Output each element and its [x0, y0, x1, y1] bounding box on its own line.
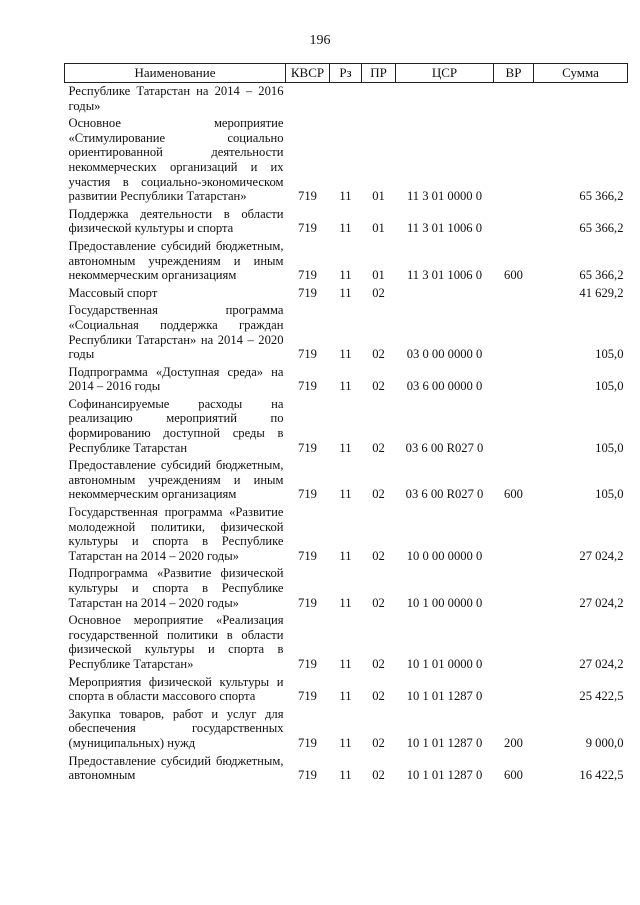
- row-name: Государственная программа «Развитие молодежной политики, физической культуры и спорта в Республике Татарстан на 2014 – 2020 годы»: [68, 505, 284, 563]
- row-sum: 25 422,5: [579, 689, 624, 704]
- row-vr: 600: [504, 487, 523, 502]
- row-name: Софинансируемые расходы на реализацию мероприятий по формированию доступной среды в Республике Татарстан: [68, 396, 284, 455]
- row-vr: [494, 612, 534, 673]
- row-name: Массовый спорт: [68, 285, 158, 300]
- row-kvsr: 719: [298, 189, 317, 204]
- row-csr: 10 1 01 0000 0: [406, 656, 483, 671]
- row-pr: 02: [372, 548, 385, 563]
- table-row: [65, 674, 628, 706]
- row-rz: 11: [339, 548, 352, 563]
- table-row: [65, 565, 628, 612]
- row-rz: 11: [339, 689, 352, 704]
- row-name: Подпрограмма «Развитие физической культуры и спорта в Республике Татарстан на 2014 – 2020 годы»: [68, 566, 284, 610]
- row-csr: 03 6 00 0000 0: [406, 379, 483, 394]
- row-kvsr: 719: [298, 285, 317, 300]
- row-csr: 03 6 00 R027 0: [405, 440, 484, 455]
- row-vr: [494, 674, 534, 706]
- header-csr: ЦСР: [396, 64, 494, 83]
- table-row: [65, 753, 628, 785]
- row-rz: 11: [339, 221, 352, 236]
- row-rz: [330, 83, 362, 116]
- row-csr: 11 3 01 1006 0: [406, 221, 483, 236]
- row-pr: 01: [372, 268, 385, 283]
- row-csr: 10 1 00 0000 0: [406, 595, 483, 610]
- header-vr: ВР: [494, 64, 534, 83]
- row-name: Государственная программа «Социальная поддержка граждан Республики Татарстан» на 2014 – 2020 годы: [68, 303, 284, 362]
- row-pr: 02: [372, 347, 385, 362]
- row-kvsr: 719: [298, 379, 317, 394]
- row-vr: [494, 504, 534, 565]
- row-name: Предоставление субсидий бюджетным, автономным: [68, 753, 284, 783]
- row-sum: 9 000,0: [585, 735, 624, 750]
- row-name: Республике Татарстан на 2014 – 2016 годы»: [68, 84, 284, 113]
- row-kvsr: 719: [298, 347, 317, 362]
- table-row: [65, 706, 628, 753]
- row-sum: [534, 83, 628, 116]
- row-rz: 11: [339, 487, 352, 502]
- row-vr: [494, 206, 534, 238]
- table-row: [65, 115, 628, 206]
- table-row: [65, 302, 628, 363]
- row-vr: 600: [504, 768, 523, 783]
- row-sum: 16 422,5: [579, 768, 624, 783]
- row-pr: [362, 83, 396, 116]
- row-vr: 200: [504, 735, 523, 750]
- row-pr: 02: [372, 735, 385, 750]
- row-rz: 11: [339, 735, 352, 750]
- row-vr: 600: [504, 268, 523, 283]
- table-row: [65, 206, 628, 238]
- table-row: [65, 83, 628, 116]
- row-csr: 10 1 01 1287 0: [406, 735, 483, 750]
- row-vr: [494, 115, 534, 206]
- row-name: Основное мероприятие «Реализация государственной политики в области физической культуры и спорта в Республике Татарстан»: [68, 613, 284, 671]
- table-header-row: [65, 64, 628, 83]
- row-csr: 11 3 01 0000 0: [406, 189, 483, 204]
- header-name: Наименование: [65, 64, 286, 83]
- table-row: [65, 612, 628, 673]
- row-pr: 02: [372, 487, 385, 502]
- row-vr: [494, 396, 534, 457]
- table-row: [65, 396, 628, 457]
- row-csr: 11 3 01 1006 0: [406, 268, 483, 283]
- row-csr: [396, 285, 494, 303]
- row-kvsr: 719: [298, 656, 317, 671]
- row-rz: 11: [339, 379, 352, 394]
- row-kvsr: 719: [298, 548, 317, 563]
- header-kvsr: КВСР: [286, 64, 330, 83]
- header-sum: Сумма: [534, 64, 628, 83]
- row-rz: 11: [339, 440, 352, 455]
- row-pr: 02: [372, 440, 385, 455]
- page-number: 196: [309, 33, 331, 48]
- row-rz: 11: [339, 768, 352, 783]
- table-row: [65, 457, 628, 504]
- row-name: Предоставление субсидий бюджетным, автономным учреждениям и иным некоммерческим организациям: [68, 458, 284, 502]
- row-name: Закупка товаров, работ и услуг для обеспечения государственных (муниципальных) нужд: [68, 706, 284, 750]
- row-rz: 11: [339, 268, 352, 283]
- row-pr: 02: [372, 285, 385, 300]
- row-vr: [494, 364, 534, 396]
- header-rz: Рз: [330, 64, 362, 83]
- row-pr: 01: [372, 189, 385, 204]
- row-rz: 11: [339, 285, 352, 300]
- row-rz: 11: [339, 189, 352, 204]
- row-kvsr: 719: [298, 768, 317, 783]
- row-csr: 10 0 00 0000 0: [406, 548, 483, 563]
- row-kvsr: 719: [298, 735, 317, 750]
- row-sum: 105,0: [595, 487, 624, 502]
- row-csr: 03 0 00 0000 0: [406, 347, 483, 362]
- row-sum: 27 024,2: [579, 656, 624, 671]
- row-csr: 10 1 01 1287 0: [406, 768, 483, 783]
- row-pr: 02: [372, 768, 385, 783]
- row-vr: [494, 83, 534, 116]
- row-kvsr: 719: [298, 689, 317, 704]
- header-pr: ПР: [362, 64, 396, 83]
- table-row: [65, 285, 628, 303]
- row-sum: 41 629,2: [579, 285, 624, 300]
- row-kvsr: 719: [298, 487, 317, 502]
- table-row: [65, 364, 628, 396]
- row-vr: [494, 302, 534, 363]
- row-kvsr: [286, 83, 330, 116]
- row-sum: 65 366,2: [579, 189, 624, 204]
- row-vr: [494, 285, 534, 303]
- table-row: [65, 504, 628, 565]
- row-vr: [494, 565, 534, 612]
- row-pr: 02: [372, 689, 385, 704]
- row-name: Предоставление субсидий бюджетным, автономным учреждениям и иным некоммерческим организациям: [68, 238, 284, 283]
- row-csr: 10 1 01 1287 0: [406, 689, 483, 704]
- row-kvsr: 719: [298, 221, 317, 236]
- budget-table: [64, 63, 628, 785]
- row-sum: 105,0: [595, 440, 624, 455]
- row-kvsr: 719: [298, 268, 317, 283]
- row-kvsr: 719: [298, 595, 317, 610]
- row-name: Основное мероприятие «Стимулирование социально ориентированной деятельности некоммерческих организаций и их участия в социально-экономическом развитии Республики Татарстан»: [68, 116, 284, 204]
- row-csr: 03 6 00 R027 0: [405, 487, 484, 502]
- table-row: [65, 238, 628, 285]
- row-name: Поддержка деятельности в области физической культуры и спорта: [68, 206, 284, 236]
- row-pr: 02: [372, 656, 385, 671]
- row-sum: 27 024,2: [579, 595, 624, 610]
- row-pr: 01: [372, 221, 385, 236]
- row-kvsr: 719: [298, 440, 317, 455]
- row-name: Подпрограмма «Доступная среда» на 2014 – 2016 годы: [68, 364, 284, 394]
- row-pr: 02: [372, 379, 385, 394]
- row-sum: 65 366,2: [579, 268, 624, 283]
- row-sum: 65 366,2: [579, 221, 624, 236]
- row-pr: 02: [372, 595, 385, 610]
- row-rz: 11: [339, 347, 352, 362]
- row-sum: 105,0: [595, 347, 624, 362]
- row-csr: [396, 83, 494, 116]
- row-sum: 105,0: [595, 379, 624, 394]
- row-name: Мероприятия физической культуры и спорта в области массового спорта: [68, 674, 284, 704]
- row-rz: 11: [339, 656, 352, 671]
- row-sum: 27 024,2: [579, 548, 624, 563]
- row-rz: 11: [339, 595, 352, 610]
